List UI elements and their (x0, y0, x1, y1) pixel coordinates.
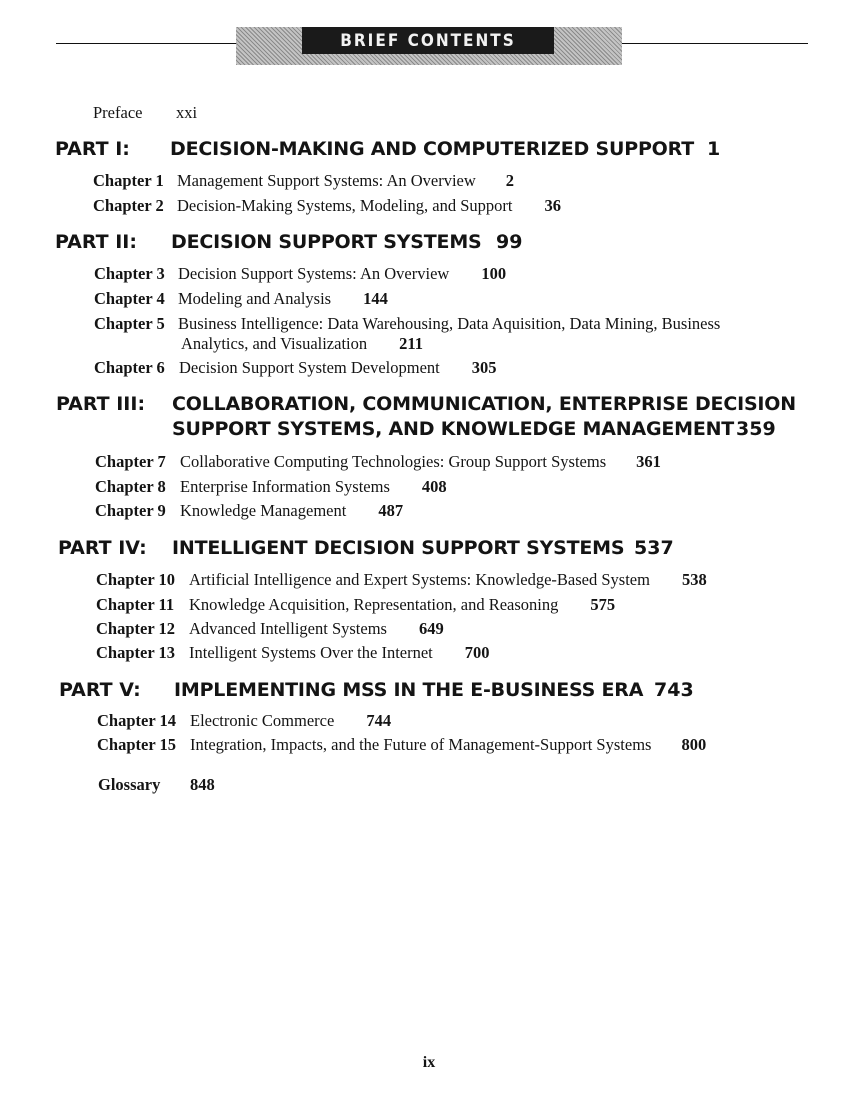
chapter-13-page: 700 (464, 643, 490, 662)
chapter-13-title: Intelligent Systems Over the Internet (189, 643, 433, 662)
chapter-8-entry (180, 477, 447, 497)
header-banner (236, 27, 622, 65)
chapter-6-entry (179, 358, 497, 378)
chapter-5-entry-cont (181, 334, 423, 354)
part-2-title: DECISION SUPPORT SYSTEMS (171, 231, 482, 253)
chapter-4-label: Chapter 4 (94, 289, 165, 308)
chapter-13-label: Chapter 13 (96, 643, 175, 662)
chapter-1-entry (177, 171, 514, 191)
chapter-11-title: Knowledge Acquisition, Representation, and Reasoning (189, 595, 559, 614)
chapter-4-page: 144 (363, 289, 388, 308)
chapter-7-page: 361 (636, 452, 661, 471)
chapter-7-entry (180, 452, 661, 472)
chapter-14-entry (190, 711, 391, 731)
glossary-label: Glossary (98, 775, 161, 794)
part-3-title-cont: SUPPORT SYSTEMS, AND KNOWLEDGE MANAGEMENT (172, 418, 735, 440)
chapter-14-title: Electronic Commerce (190, 711, 335, 730)
part-3-page: 359 (736, 418, 776, 440)
chapter-8-label: Chapter 8 (95, 477, 166, 496)
chapter-11-label: Chapter 11 (96, 595, 175, 614)
chapter-3-label: Chapter 3 (94, 264, 165, 283)
chapter-2-title: Decision-Making Systems, Modeling, and Support (177, 196, 513, 215)
chapter-6-title: Decision Support System Development (179, 358, 440, 377)
chapter-15-entry (190, 735, 706, 755)
part-3-title: COLLABORATION, COMMUNICATION, ENTERPRISE DECISION (172, 393, 796, 415)
glossary-page: 848 (190, 775, 215, 794)
chapter-9-title: Knowledge Management (180, 501, 347, 520)
chapter-6-label: Chapter 6 (94, 358, 165, 377)
part-2-page: 99 (496, 231, 523, 253)
chapter-9-label: Chapter 9 (95, 501, 166, 520)
chapter-4-title: Modeling and Analysis (178, 289, 332, 308)
chapter-5-title: Business Intelligence: Data Warehousing, Data Aquisition, Data Mining, Business (178, 314, 721, 333)
chapter-10-label: Chapter 10 (96, 570, 175, 589)
part-2-label: PART II: (55, 231, 137, 253)
part-1-page: 1 (707, 138, 721, 160)
part-4-page: 537 (634, 537, 674, 559)
chapter-3-title: Decision Support Systems: An Overview (178, 264, 450, 283)
chapter-8-page: 408 (421, 477, 447, 496)
header-banner-plate (302, 27, 554, 54)
chapter-5-title-cont: Analytics, and Visualization (181, 334, 368, 353)
brief-contents-title: BRIEF CONTENTS (340, 30, 516, 51)
chapter-2-page: 36 (544, 196, 561, 215)
chapter-5-page: 211 (399, 334, 423, 353)
part-3-label: PART III: (56, 393, 146, 415)
chapter-4-entry (178, 289, 388, 309)
chapter-9-page: 487 (378, 501, 404, 520)
chapter-7-label: Chapter 7 (95, 452, 166, 471)
chapter-14-page: 744 (366, 711, 392, 730)
chapter-3-page: 100 (481, 264, 507, 283)
chapter-10-title: Artificial Intelligence and Expert Systems: Knowledge-Based System (189, 570, 650, 589)
part-4-label: PART IV: (58, 537, 147, 559)
chapter-6-page: 305 (471, 358, 497, 377)
part-5-title: IMPLEMENTING MSS IN THE E-BUSINESS ERA (174, 679, 644, 701)
part-5-label: PART V: (59, 679, 141, 701)
page-number: ix (422, 1054, 436, 1071)
chapter-9-entry (180, 501, 403, 521)
chapter-15-label: Chapter 15 (97, 735, 176, 754)
part-5-page: 743 (654, 679, 694, 701)
chapter-8-title: Enterprise Information Systems (180, 477, 390, 496)
chapter-11-page: 575 (590, 595, 616, 614)
chapter-1-title: Management Support Systems: An Overview (177, 171, 476, 190)
chapter-5-label: Chapter 5 (94, 314, 165, 333)
chapter-12-label: Chapter 12 (96, 619, 175, 638)
chapter-15-title: Integration, Impacts, and the Future of Management-Support Systems (190, 735, 652, 754)
chapter-1-page: 2 (505, 171, 515, 190)
part-1-title: DECISION-MAKING AND COMPUTERIZED SUPPORT (170, 138, 694, 160)
chapter-12-title: Advanced Intelligent Systems (189, 619, 387, 638)
chapter-2-label: Chapter 2 (93, 196, 164, 215)
preface-label: Preface (93, 103, 143, 122)
chapter-11-entry (189, 595, 615, 615)
chapter-13-entry (189, 643, 490, 663)
part-4-title: INTELLIGENT DECISION SUPPORT SYSTEMS (172, 537, 625, 559)
chapter-12-page: 649 (418, 619, 444, 638)
chapter-12-entry (189, 619, 444, 639)
chapter-15-page: 800 (681, 735, 707, 754)
chapter-10-entry (189, 570, 707, 590)
chapter-14-label: Chapter 14 (97, 711, 176, 730)
chapter-10-page: 538 (681, 570, 707, 589)
chapter-7-title: Collaborative Computing Technologies: Group Support Systems (180, 452, 607, 471)
chapter-1-label: Chapter 1 (93, 171, 164, 190)
preface-page: xxi (176, 103, 198, 122)
chapter-2-entry (177, 196, 561, 216)
chapter-3-entry (178, 264, 506, 284)
part-1-label: PART I: (55, 138, 130, 160)
